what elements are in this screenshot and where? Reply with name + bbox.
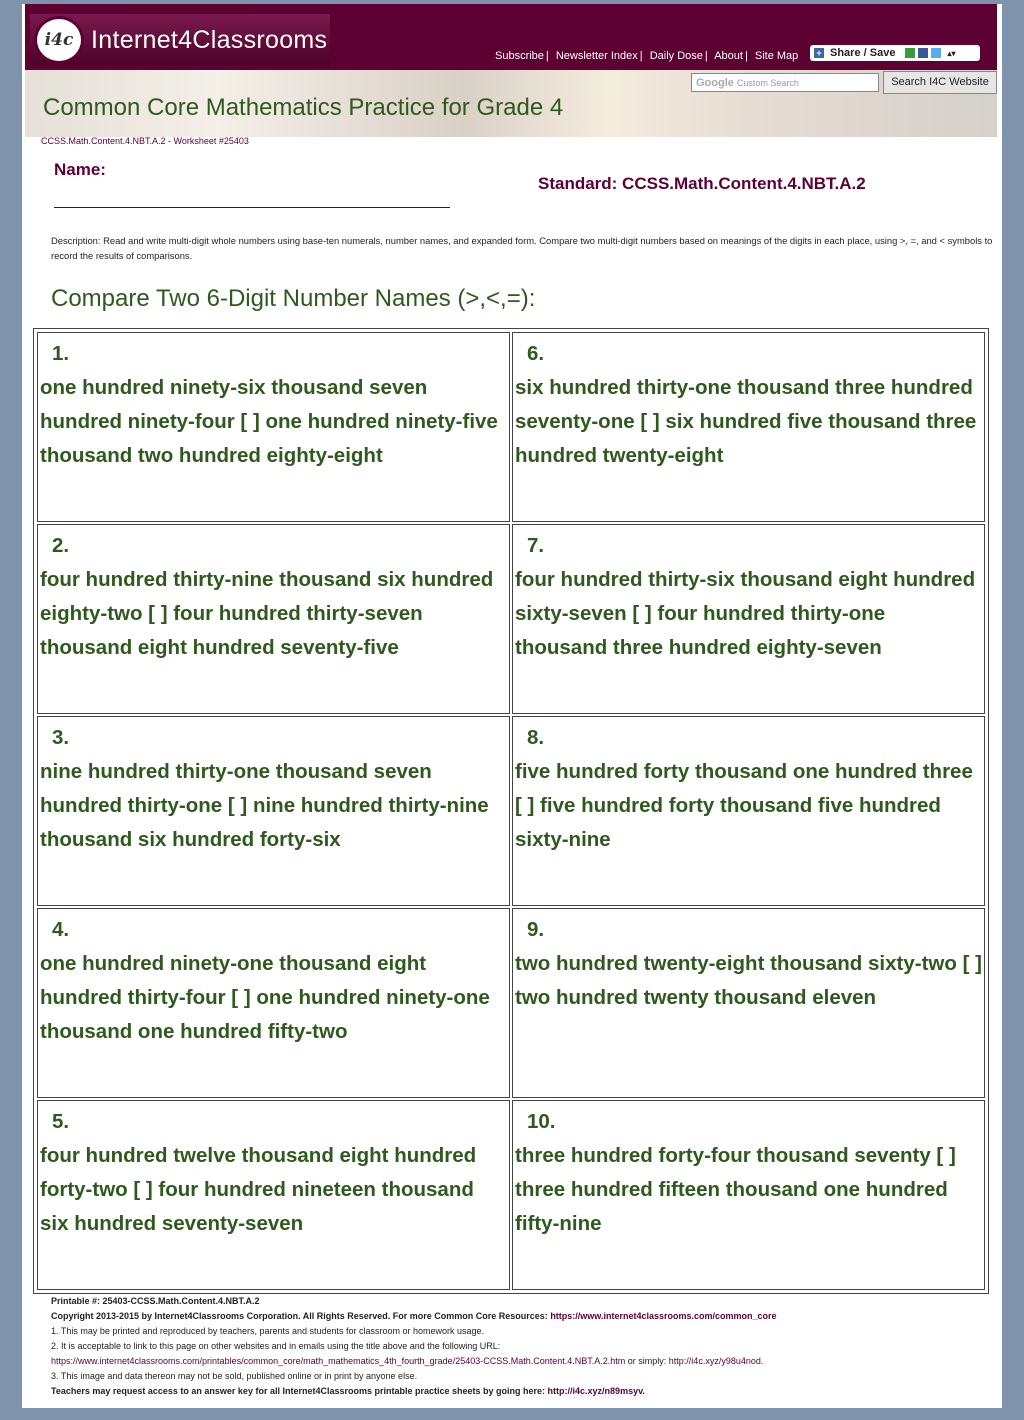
problem-number: 10. <box>527 1110 556 1133</box>
google-logo: Google <box>696 77 734 89</box>
problem-cell <box>37 524 510 714</box>
logo-text: Internet4Classrooms <box>91 25 328 54</box>
nav-newsletter-index[interactable]: Newsletter Index <box>555 50 638 62</box>
worksheet-url-link[interactable]: https://www.internet4classrooms.com/printables/common_core/math_mathematics_4th_fourth_grade/25403-CCSS.Math.Content.4.NBT.A.2.htm <box>51 1356 626 1366</box>
url-line: https://www.internet4classrooms.com/printables/common_core/math_mathematics_4th_fourth_grade/25403-CCSS.Math.Content.4.NBT.A.2.htm or simply: http://i4c.xyz/y98u4nod. <box>51 1356 764 1366</box>
nav-about[interactable]: About <box>714 50 743 62</box>
search-placeholder: Custom Search <box>736 78 799 88</box>
problem-number: 3. <box>52 726 70 749</box>
header-banner <box>25 70 997 137</box>
section-heading: Compare Two 6-Digit Number Names (>,<,=): <box>51 285 536 312</box>
top-nav: Subscribe | Newsletter Index | Daily Dose | About | Site Map <box>495 50 799 62</box>
problem-text: five hundred forty thousand one hundred three [ ] five hundred forty thousand five hundred sixty-nine <box>515 760 973 851</box>
problem-number: 5. <box>52 1110 70 1133</box>
facebook-icon <box>918 48 928 58</box>
site-logo[interactable] <box>30 14 330 66</box>
problem-number: 1. <box>52 342 70 365</box>
problem-cell <box>37 332 510 522</box>
problem-cell <box>37 1100 510 1290</box>
nav-subscribe[interactable]: Subscribe <box>495 50 544 62</box>
problem-number: 4. <box>52 918 70 941</box>
share-save-button[interactable] <box>810 45 980 61</box>
site-header <box>25 4 997 70</box>
problem-cell <box>512 908 985 1098</box>
problem-number: 7. <box>527 534 545 557</box>
problem-text: one hundred ninety-one thousand eight hundred thirty-four [ ] one hundred ninety-one thousand one hundred fifty-two <box>40 952 490 1043</box>
email-share-icon <box>905 48 915 58</box>
problem-number: 9. <box>527 918 545 941</box>
usage-line-2: 2. It is acceptable to link to this page on other websites and in emails using the title above and the following URL: <box>51 1341 501 1351</box>
search-button[interactable]: Search I4C Website <box>883 71 997 94</box>
share-dropdown-icon: ▴▾ <box>947 48 956 58</box>
copyright-text: Copyright 2013-2015 by Internet4Classrooms Corporation. All Rights Reserved. For more Common Core Resources: <box>51 1311 548 1321</box>
nav-site-map[interactable]: Site Map <box>754 50 799 62</box>
nav-daily-dose[interactable]: Daily Dose <box>649 50 703 62</box>
or-simply-text: or simply: <box>625 1356 669 1366</box>
common-core-link[interactable]: https://www.internet4classrooms.com/common_core <box>550 1311 777 1321</box>
share-label: Share / Save <box>830 47 896 59</box>
problem-text: three hundred forty-four thousand seventy [ ] three hundred fifteen thousand one hundred fifty-nine <box>515 1144 956 1235</box>
worksheet-reference: CCSS.Math.Content.4.NBT.A.2 - Worksheet #25403 <box>41 136 249 146</box>
footer <box>51 1294 991 1399</box>
problem-grid <box>33 328 989 1294</box>
description: Description: Read and write multi-digit whole numbers using base-ten numerals, number names, and expanded form. Compare two multi-digit numbers based on meanings of the digits in each place, using >, =, and < symbols to record the results of comparisons. <box>51 235 993 261</box>
problem-number: 8. <box>527 726 545 749</box>
problem-cell <box>512 524 985 714</box>
problem-cell <box>512 1100 985 1290</box>
problem-cell <box>37 716 510 906</box>
twitter-icon <box>931 48 941 58</box>
problem-text: nine hundred thirty-one thousand seven hundred thirty-one [ ] nine hundred thirty-nine thousand six hundred forty-six <box>40 760 489 851</box>
usage-line-3: 3. This image and data thereon may not be sold, published online or in print by anyone else. <box>51 1371 418 1381</box>
problem-text: four hundred thirty-nine thousand six hundred eighty-two [ ] four hundred thirty-seven thousand eight hundred seventy-five <box>40 568 494 659</box>
worksheet-page <box>22 4 1002 1408</box>
problem-cell <box>37 908 510 1098</box>
problem-cell <box>512 716 985 906</box>
problem-text: four hundred thirty-six thousand eight hundred sixty-seven [ ] four hundred thirty-one thousand three hundred eighty-seven <box>515 568 976 659</box>
share-plus-icon: + <box>814 48 824 58</box>
search-input[interactable] <box>691 73 879 92</box>
problem-number: 2. <box>52 534 70 557</box>
problem-text: one hundred ninety-six thousand seven hundred ninety-four [ ] one hundred ninety-five thousand two hundred eighty-eight <box>40 376 498 467</box>
answer-key-text: Teachers may request access to an answer key for all Internet4Classrooms printable practice sheets by going here: <box>51 1386 546 1396</box>
copyright-line <box>51 1309 991 1324</box>
name-label: Name: <box>54 160 106 179</box>
problem-text: six hundred thirty-one thousand three hundred seventy-one [ ] six hundred five thousand three hundred twenty-eight <box>515 376 977 467</box>
standard-label: Standard: CCSS.Math.Content.4.NBT.A.2 <box>538 174 866 193</box>
problem-text: four hundred twelve thousand eight hundred forty-two [ ] four hundred nineteen thousand six hundred seventy-seven <box>40 1144 477 1235</box>
printable-number: Printable #: 25403-CCSS.Math.Content.4.NBT.A.2 <box>51 1296 260 1306</box>
problem-number: 6. <box>527 342 545 365</box>
problem-cell <box>512 332 985 522</box>
i4c-logo-icon: i4c <box>34 16 84 64</box>
name-line <box>54 207 450 208</box>
short-url-link[interactable]: http://i4c.xyz/y98u4nod <box>668 1356 761 1366</box>
answer-key-line: Teachers may request access to an answer key for all Internet4Classrooms printable practice sheets by going here: http://i4c.xyz/n89msyv. <box>51 1386 645 1396</box>
usage-line-1: 1. This may be printed and reproduced by teachers, parents and students for classroom or homework usage. <box>51 1326 485 1336</box>
answer-key-link[interactable]: http://i4c.xyz/n89msyv <box>547 1386 643 1396</box>
problem-text: two hundred twenty-eight thousand sixty-two [ ] two hundred twenty thousand eleven <box>515 952 982 1009</box>
page-title: Common Core Mathematics Practice for Grade 4 <box>43 94 564 121</box>
